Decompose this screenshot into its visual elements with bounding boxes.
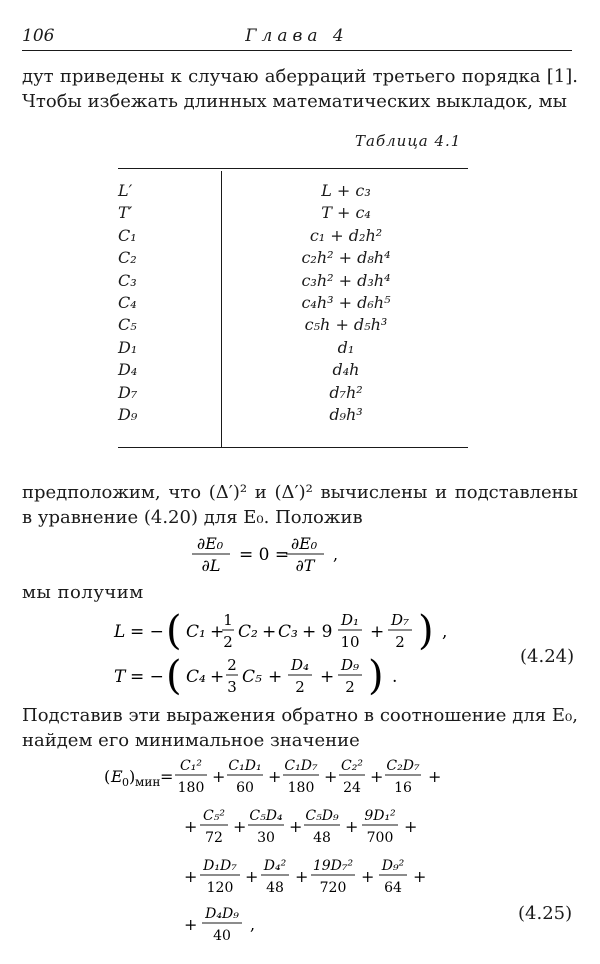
svg-text:= 0 =: = 0 = [239, 545, 290, 565]
svg-text:C₁D₇: C₁D₇ [284, 758, 318, 774]
svg-text:мин: мин [135, 775, 161, 789]
svg-text:C₂D₇: C₂D₇ [386, 758, 420, 774]
table-top-rule [118, 168, 468, 169]
svg-text:D₄D₉: D₄D₉ [205, 906, 239, 922]
page-header [22, 22, 572, 51]
table-cell-left: D₇ [118, 382, 138, 402]
svg-text:T: T [114, 667, 126, 687]
table-cell-right: d₇h² [329, 382, 363, 402]
table-cell-right: c₅h + d₅h³ [304, 315, 388, 335]
svg-text:+: + [212, 767, 226, 786]
page-number: 106 [22, 26, 55, 46]
svg-text:C₂²: C₂² [341, 758, 363, 774]
equation-T [110, 653, 490, 703]
svg-text:C₁D₁: C₁D₁ [228, 758, 262, 774]
svg-text:10: 10 [340, 633, 360, 651]
svg-text:48: 48 [313, 830, 331, 846]
table-cell-right: c₄h³ + d₆h⁵ [301, 292, 391, 312]
svg-text:+: + [262, 622, 277, 642]
svg-text:D₁: D₁ [340, 611, 360, 629]
equation-emin [100, 752, 500, 964]
svg-text:D₉²: D₉² [381, 858, 405, 874]
svg-text:2: 2 [227, 656, 237, 674]
svg-text:∂E₀: ∂E₀ [290, 534, 318, 553]
svg-text:L: L [114, 622, 126, 642]
equation-derivative [150, 532, 450, 576]
paragraph-substitute: Подставив эти выражения обратно в соотношение для E₀, найдем его минимальное значение [22, 705, 578, 751]
table-cell-right: c₁ + d₂h² [309, 225, 383, 245]
table-cell-right: T + c₄ [321, 203, 371, 223]
svg-text:+: + [289, 817, 303, 836]
svg-text:64: 64 [384, 880, 402, 896]
table-cell-right: d₁ [337, 337, 355, 357]
svg-text:2: 2 [295, 678, 305, 696]
svg-text:D₄²: D₄² [263, 858, 287, 874]
table-right-column [224, 180, 468, 426]
svg-text:+: + [361, 867, 375, 886]
table-cell-right: L + c₃ [321, 181, 371, 200]
svg-text:C₅²: C₅² [203, 808, 225, 824]
table-column-divider [221, 171, 222, 447]
svg-text:2: 2 [395, 633, 405, 651]
svg-text:+: + [233, 817, 247, 836]
svg-text:+: + [295, 867, 309, 886]
svg-text:+: + [184, 867, 198, 886]
svg-text:+: + [404, 817, 418, 836]
svg-text:60: 60 [236, 780, 254, 796]
svg-text:720: 720 [319, 880, 347, 896]
svg-text:C₅D₄: C₅D₄ [249, 808, 283, 824]
table-cell-right: c₃h² + d₃h⁴ [301, 270, 391, 290]
svg-text:,: , [333, 545, 339, 564]
equation-L [110, 606, 490, 656]
svg-text:180: 180 [287, 780, 315, 796]
svg-text:D₉: D₉ [340, 656, 360, 674]
table-cell-left: C₄ [118, 292, 137, 312]
table-cell-left: T′ [118, 203, 133, 223]
svg-text:+: + [370, 767, 384, 786]
svg-text:): ) [368, 653, 384, 699]
svg-text:C₄: C₄ [186, 667, 206, 687]
svg-text:+: + [210, 667, 225, 687]
table-cell-left: C₅ [118, 315, 137, 335]
svg-text:+: + [184, 915, 198, 934]
svg-text:∂T: ∂T [295, 556, 315, 575]
table-cell-left: C₁ [118, 225, 137, 245]
svg-text:9D₁²: 9D₁² [364, 808, 396, 824]
svg-text:C₅D₉: C₅D₉ [305, 808, 339, 824]
table-cell-left: D₁ [118, 337, 138, 357]
svg-text:E: E [111, 767, 123, 786]
svg-text:(: ( [166, 653, 182, 699]
svg-text:D₄: D₄ [290, 656, 310, 674]
svg-text:+ 9: + 9 [302, 622, 333, 642]
svg-text:=: = [160, 767, 174, 786]
svg-text:C₂: C₂ [238, 622, 258, 642]
svg-text:.: . [392, 667, 398, 687]
svg-text:C₅: C₅ [242, 667, 262, 687]
svg-text:+: + [320, 667, 335, 687]
text-we-get: мы получим [22, 582, 144, 603]
svg-text:C₁: C₁ [186, 622, 206, 642]
equation-label-4-25: (4.25) [518, 903, 573, 924]
svg-text:180: 180 [177, 780, 205, 796]
table-cell-left: C₂ [118, 248, 137, 268]
svg-text:= −: = − [130, 667, 164, 687]
svg-text:D₁D₇: D₁D₇ [203, 858, 237, 874]
svg-text:(: ( [104, 767, 111, 786]
svg-text:+: + [268, 667, 283, 687]
svg-text:120: 120 [206, 880, 234, 896]
chapter-title: Глава 4 [245, 26, 349, 46]
svg-text:D₇: D₇ [390, 611, 410, 629]
svg-text:40: 40 [213, 928, 231, 944]
svg-text:700: 700 [366, 830, 394, 846]
svg-text:+: + [370, 622, 385, 642]
table-bottom-rule [118, 447, 468, 448]
svg-text:,: , [442, 622, 448, 642]
svg-text:48: 48 [266, 880, 284, 896]
svg-text:+: + [324, 767, 338, 786]
svg-text:C₃: C₃ [278, 622, 298, 642]
svg-text:= −: = − [130, 622, 164, 642]
equation-label-4-24: (4.24) [520, 646, 575, 667]
table-left-column [118, 180, 208, 426]
svg-text:): ) [418, 608, 434, 654]
svg-text:24: 24 [343, 780, 361, 796]
svg-text:1: 1 [223, 611, 233, 629]
table-cell-left: C₃ [118, 270, 137, 290]
svg-text:72: 72 [205, 830, 223, 846]
table-cell-right: d₄h [332, 360, 360, 380]
paragraph-assumption: предположим, что (Δ′)² и (Δ′)² вычислены и подставлены в уравнение (4.20) для E₀. Положив [22, 482, 578, 528]
svg-text:19D₇²: 19D₇² [312, 858, 354, 874]
svg-text:C₁²: C₁² [180, 758, 202, 774]
svg-text:+: + [428, 767, 442, 786]
table-cell-left: D₉ [118, 404, 138, 424]
svg-text:16: 16 [394, 780, 412, 796]
svg-text:30: 30 [257, 830, 275, 846]
svg-text:∂L: ∂L [201, 556, 221, 575]
table-cell-left: L′ [118, 181, 133, 200]
svg-text:+: + [268, 767, 282, 786]
svg-text:∂E₀: ∂E₀ [196, 534, 224, 553]
svg-text:(: ( [166, 608, 182, 654]
svg-text:2: 2 [223, 633, 233, 651]
svg-text:3: 3 [227, 678, 237, 696]
table-cell-right: d₉h³ [329, 404, 363, 424]
svg-text:+: + [210, 622, 225, 642]
svg-text:,: , [250, 915, 256, 934]
svg-text:+: + [245, 867, 259, 886]
table-cell-right: c₂h² + d₈h⁴ [301, 248, 391, 268]
svg-text:0: 0 [122, 776, 129, 789]
svg-text:2: 2 [345, 678, 355, 696]
svg-text:+: + [345, 817, 359, 836]
paragraph-intro: дут приведены к случаю аберраций третьего порядка [1]. Чтобы избежать длинных математических выкладок, мы [22, 66, 578, 112]
table-caption: Таблица 4.1 [355, 132, 462, 150]
svg-text:+: + [184, 817, 198, 836]
svg-text:+: + [413, 867, 427, 886]
svg-text:): ) [129, 767, 136, 786]
table-cell-left: D₄ [118, 360, 138, 380]
